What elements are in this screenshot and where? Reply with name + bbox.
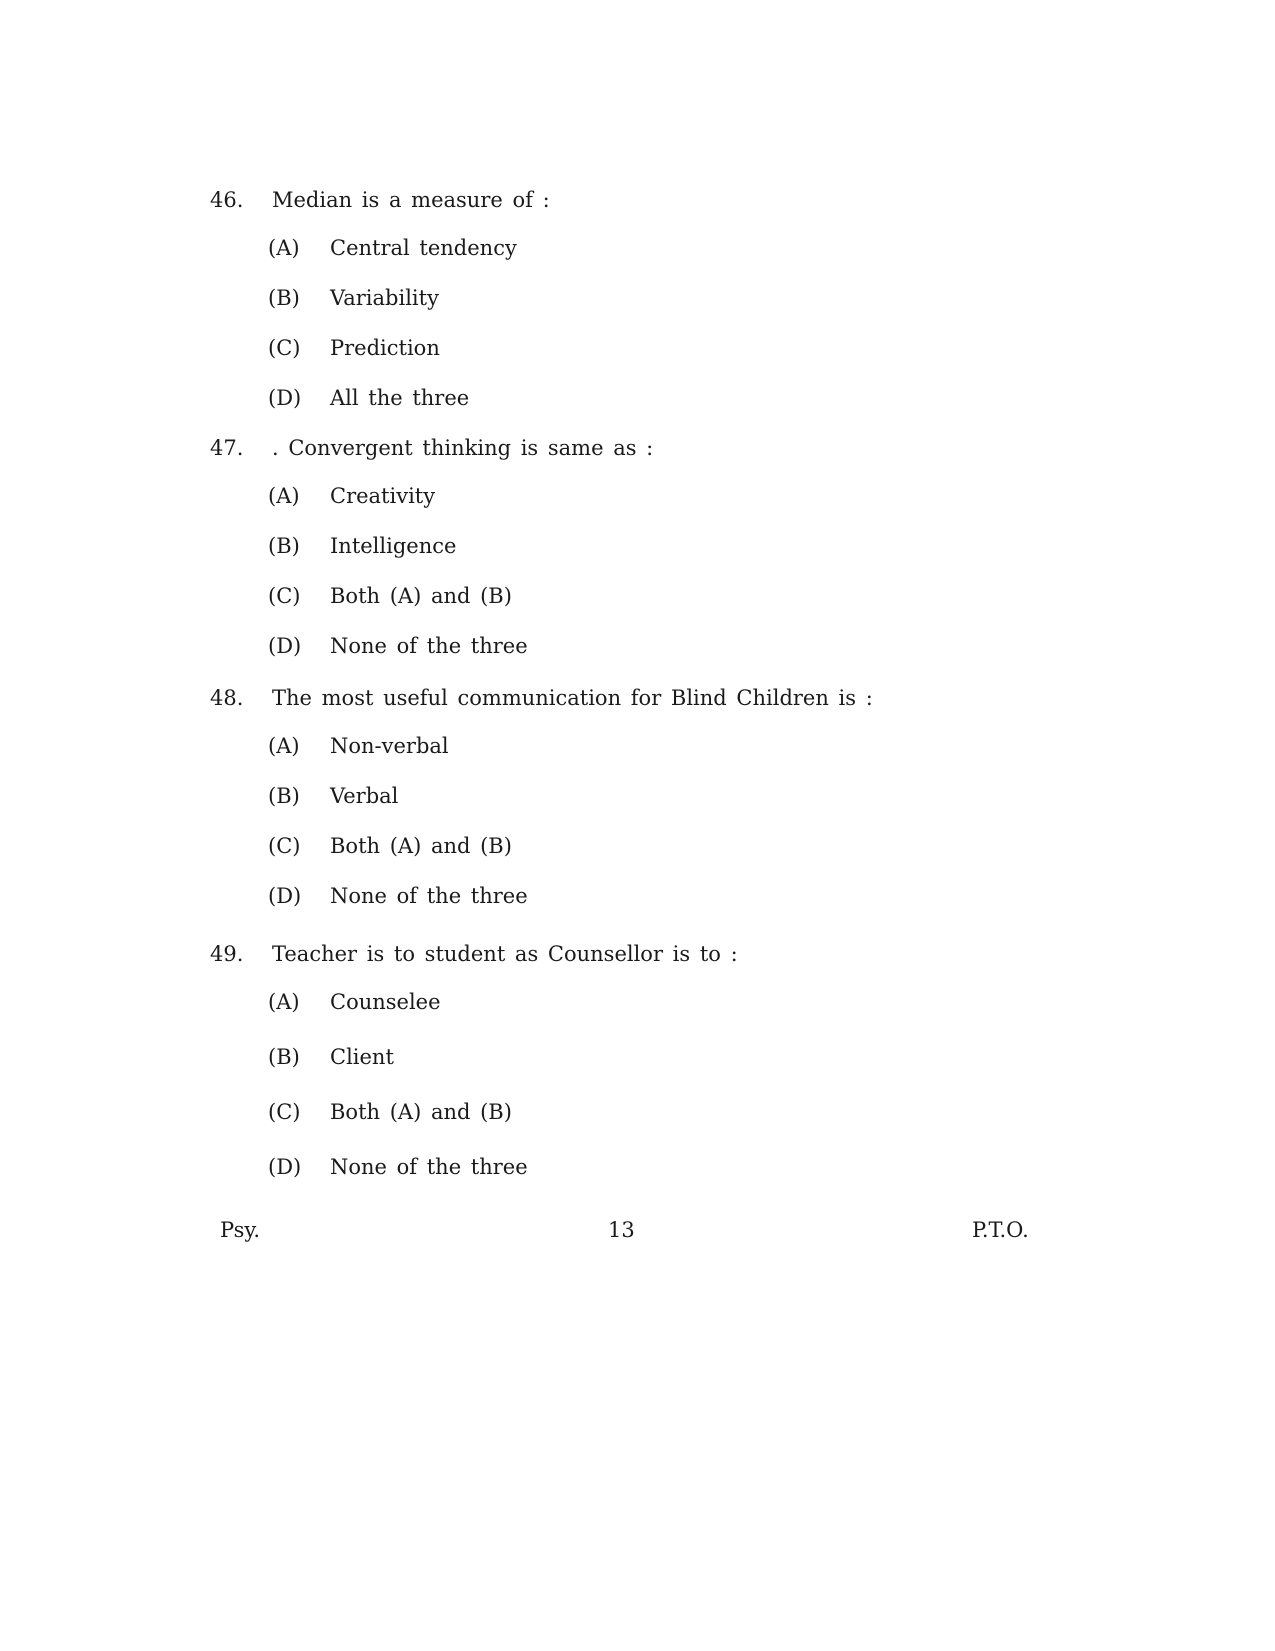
option-a (210, 236, 970, 286)
option-letter: (A) (268, 236, 300, 260)
option-text: None of the three (330, 634, 528, 658)
option-text: Both (A) and (B) (330, 584, 512, 608)
option-letter: (C) (268, 834, 301, 858)
option-text: Verbal (330, 784, 399, 808)
question-number: 46. (210, 188, 244, 212)
option-letter: (C) (268, 584, 301, 608)
option-letter: (B) (268, 784, 300, 808)
question-text: . Convergent thinking is same as : (272, 436, 654, 460)
option-list (210, 484, 970, 684)
option-letter: (D) (268, 634, 302, 658)
option-letter: (B) (268, 286, 300, 310)
option-letter: (C) (268, 336, 301, 360)
option-text: Both (A) and (B) (330, 1100, 512, 1124)
question-text: Median is a measure of : (272, 188, 550, 212)
question-number: 48. (210, 686, 244, 710)
footer-subject-code: Psy. (220, 1218, 261, 1242)
question-48 (210, 686, 970, 934)
question-text: Teacher is to student as Counsellor is to : (272, 942, 738, 966)
option-b (210, 534, 970, 584)
option-letter: (D) (268, 1155, 302, 1179)
option-text: Prediction (330, 336, 440, 360)
option-d (210, 884, 970, 934)
page-number: 13 (608, 1218, 635, 1242)
option-text: None of the three (330, 1155, 528, 1179)
option-letter: (D) (268, 884, 302, 908)
question-number: 47. (210, 436, 244, 460)
option-text: Creativity (330, 484, 436, 508)
question-stem (210, 686, 970, 726)
option-d (210, 634, 970, 684)
option-b (210, 286, 970, 336)
option-text: None of the three (330, 884, 528, 908)
option-c (210, 584, 970, 634)
footer-pto: P.T.O. (972, 1218, 1029, 1242)
option-letter: (A) (268, 990, 300, 1014)
option-letter: (D) (268, 386, 302, 410)
question-47 (210, 436, 970, 684)
option-letter: (C) (268, 1100, 301, 1124)
question-text: The most useful communication for Blind Children is : (272, 686, 873, 710)
option-text: Client (330, 1045, 394, 1069)
option-letter: (A) (268, 734, 300, 758)
option-list (210, 236, 970, 436)
option-c (210, 336, 970, 386)
question-stem (210, 436, 970, 476)
option-text: All the three (330, 386, 470, 410)
option-text: Variability (330, 286, 439, 310)
question-stem (210, 188, 970, 228)
option-text: Non-verbal (330, 734, 449, 758)
option-letter: (B) (268, 534, 300, 558)
option-text: Central tendency (330, 236, 517, 260)
option-a (210, 734, 970, 784)
question-46 (210, 188, 970, 436)
option-c (210, 834, 970, 884)
question-49 (210, 942, 970, 1210)
option-letter: (B) (268, 1045, 300, 1069)
option-b (210, 784, 970, 834)
option-text: Counselee (330, 990, 441, 1014)
option-c (210, 1100, 970, 1155)
option-a (210, 990, 970, 1045)
question-stem (210, 942, 970, 982)
option-letter: (A) (268, 484, 300, 508)
option-list (210, 734, 970, 934)
option-d (210, 386, 970, 436)
option-text: Both (A) and (B) (330, 834, 512, 858)
option-list (210, 990, 970, 1210)
option-d (210, 1155, 970, 1210)
option-b (210, 1045, 970, 1100)
question-number: 49. (210, 942, 244, 966)
option-a (210, 484, 970, 534)
option-text: Intelligence (330, 534, 457, 558)
